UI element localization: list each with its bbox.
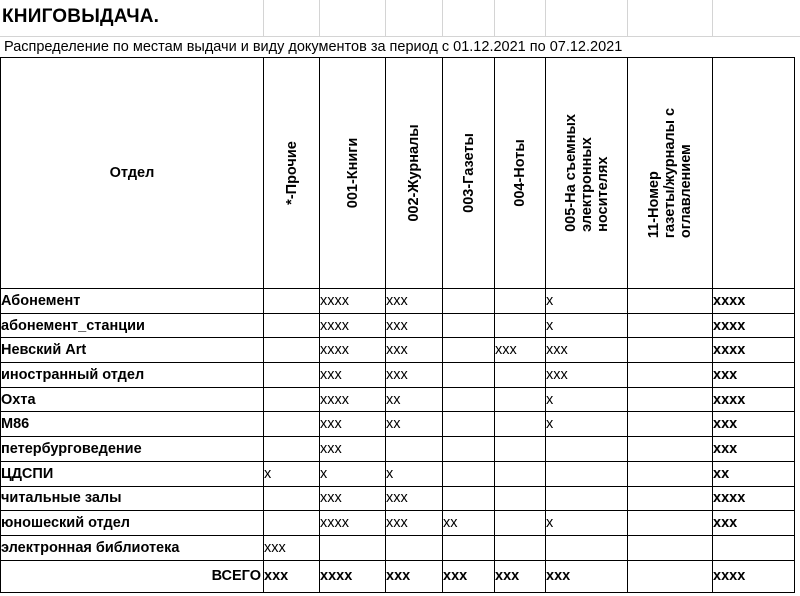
value-cell <box>628 412 713 437</box>
value-cell <box>546 461 628 486</box>
value-cell <box>495 387 546 412</box>
table-row <box>1 535 795 560</box>
value-cell <box>443 313 495 338</box>
value-cell: xxx <box>386 363 443 388</box>
row-total-cell: xxx <box>713 437 795 462</box>
value-cell <box>264 289 320 314</box>
dept-name: юношеский отдел <box>1 511 264 536</box>
value-cell <box>628 461 713 486</box>
value-cell: xxx <box>546 363 628 388</box>
column-header-books <box>320 58 386 289</box>
value-cell: xxx <box>320 437 386 462</box>
row-total-cell: xxx <box>713 412 795 437</box>
value-cell <box>495 437 546 462</box>
column-header-label <box>406 124 422 221</box>
value-cell <box>443 535 495 560</box>
value-cell: xx <box>386 387 443 412</box>
dept-name: ЦДСПИ <box>1 461 264 486</box>
value-cell <box>628 486 713 511</box>
value-cell <box>443 437 495 462</box>
column-header-line: 004-Ноты <box>512 139 528 207</box>
value-cell: xxx <box>495 560 546 592</box>
table-row <box>1 338 795 363</box>
dept-name: Невский Art <box>1 338 264 363</box>
row-total-cell: xxxx <box>713 387 795 412</box>
row-total-cell: xxxx <box>713 486 795 511</box>
value-cell <box>264 437 320 462</box>
value-cell: xxx <box>443 560 495 592</box>
table-row <box>1 363 795 388</box>
column-header-notes <box>495 58 546 289</box>
value-cell: x <box>320 461 386 486</box>
column-header-line: 11-Номер <box>646 171 662 239</box>
dept-name: Абонемент <box>1 289 264 314</box>
value-cell: xxx <box>320 486 386 511</box>
dept-name: Охта <box>1 387 264 412</box>
value-cell: xxx <box>386 560 443 592</box>
value-cell: xxx <box>386 486 443 511</box>
report-subtitle: Распределение по местам выдачи и виду документов за период с 01.12.2021 по 07.12.2021 <box>4 39 623 55</box>
value-cell: xxx <box>264 535 320 560</box>
value-cell <box>264 511 320 536</box>
value-cell <box>628 535 713 560</box>
column-header-line: газеты/журналы с <box>662 107 678 239</box>
table-row <box>1 387 795 412</box>
table-row <box>1 511 795 536</box>
table-body <box>1 289 795 593</box>
column-header-issues <box>628 58 713 289</box>
column-header-line: 001-Книги <box>344 137 361 209</box>
value-cell: xxx <box>546 338 628 363</box>
value-cell: xxx <box>386 313 443 338</box>
value-cell: x <box>546 289 628 314</box>
column-header-total <box>713 58 795 289</box>
column-header-label <box>512 139 528 206</box>
value-cell <box>264 412 320 437</box>
value-cell: xxxx <box>320 289 386 314</box>
value-cell: xxxx <box>320 511 386 536</box>
total-label: ВСЕГО <box>1 560 264 592</box>
value-cell <box>264 313 320 338</box>
value-cell <box>628 437 713 462</box>
dept-name: абонемент_станции <box>1 313 264 338</box>
table-row <box>1 461 795 486</box>
value-cell <box>443 338 495 363</box>
table-row <box>1 289 795 314</box>
column-header-line: электронных <box>578 137 595 232</box>
value-cell <box>495 511 546 536</box>
value-cell <box>495 486 546 511</box>
circulation-table <box>0 57 795 593</box>
column-header-label <box>284 141 300 205</box>
value-cell: xxx <box>495 338 546 363</box>
table-row <box>1 313 795 338</box>
value-cell: xxx <box>320 412 386 437</box>
column-header-line: оглавлением <box>678 144 694 239</box>
dept-name: электронная библиотека <box>1 535 264 560</box>
value-cell <box>386 535 443 560</box>
dept-name: читальные залы <box>1 486 264 511</box>
value-cell <box>495 289 546 314</box>
table-row <box>1 412 795 437</box>
value-cell <box>628 313 713 338</box>
dept-name: петербурговедение <box>1 437 264 462</box>
value-cell <box>546 486 628 511</box>
value-cell: xx <box>443 511 495 536</box>
column-header-label <box>345 138 361 209</box>
column-header-electronic <box>546 58 628 289</box>
value-cell <box>495 313 546 338</box>
value-cell: xxxx <box>320 338 386 363</box>
row-total-cell: xxxx <box>713 560 795 592</box>
value-cell: xxx <box>320 363 386 388</box>
total-row <box>1 560 795 592</box>
value-cell <box>320 535 386 560</box>
value-cell <box>628 289 713 314</box>
value-cell <box>495 363 546 388</box>
value-cell <box>628 338 713 363</box>
row-total-cell: xxxx <box>713 313 795 338</box>
value-cell: x <box>546 313 628 338</box>
row-total-cell: xxx <box>713 511 795 536</box>
row-total-cell <box>713 535 795 560</box>
table-row <box>1 486 795 511</box>
value-cell: x <box>264 461 320 486</box>
value-cell: xx <box>386 412 443 437</box>
value-cell <box>628 560 713 592</box>
value-cell <box>443 461 495 486</box>
column-header-line: *-Прочие <box>283 141 300 205</box>
dept-name: иностранный отдел <box>1 363 264 388</box>
row-total-cell: xxxx <box>713 289 795 314</box>
value-cell <box>264 387 320 412</box>
value-cell <box>264 363 320 388</box>
value-cell: xxx <box>264 560 320 592</box>
dept-name: М86 <box>1 412 264 437</box>
column-header-line: носителях <box>594 156 611 232</box>
table-row <box>1 437 795 462</box>
value-cell <box>495 461 546 486</box>
value-cell: x <box>546 511 628 536</box>
value-cell <box>443 486 495 511</box>
value-cell <box>546 437 628 462</box>
value-cell: x <box>546 412 628 437</box>
report-title: КНИГОВЫДАЧА. <box>2 6 160 27</box>
value-cell <box>628 387 713 412</box>
value-cell: x <box>386 461 443 486</box>
value-cell <box>495 535 546 560</box>
value-cell: xxx <box>546 560 628 592</box>
column-header-label <box>461 133 477 213</box>
row-total-cell: xx <box>713 461 795 486</box>
value-cell <box>264 338 320 363</box>
value-cell: x <box>546 387 628 412</box>
value-cell <box>443 363 495 388</box>
value-cell <box>628 511 713 536</box>
column-header-label <box>563 114 611 232</box>
value-cell: xxx <box>386 289 443 314</box>
value-cell <box>443 289 495 314</box>
dept-column-header: Отдел <box>1 58 264 289</box>
value-cell <box>628 363 713 388</box>
value-cell <box>546 535 628 560</box>
column-header-newspapers <box>443 58 495 289</box>
column-header-label <box>646 108 694 238</box>
column-header-line: 002-Журналы <box>406 124 422 222</box>
column-header-journals <box>386 58 443 289</box>
value-cell: xxxx <box>320 560 386 592</box>
value-cell: xxx <box>386 338 443 363</box>
header-row <box>1 58 795 289</box>
value-cell <box>495 412 546 437</box>
value-cell: xxx <box>386 511 443 536</box>
row-total-cell: xxx <box>713 363 795 388</box>
row-total-cell: xxxx <box>713 338 795 363</box>
value-cell <box>386 437 443 462</box>
column-header-other <box>264 58 320 289</box>
value-cell: xxxx <box>320 313 386 338</box>
value-cell <box>443 387 495 412</box>
value-cell <box>264 486 320 511</box>
value-cell: xxxx <box>320 387 386 412</box>
column-header-line: 005-На съемных <box>562 114 579 232</box>
column-header-line: 003-Газеты <box>460 133 477 213</box>
value-cell <box>443 412 495 437</box>
